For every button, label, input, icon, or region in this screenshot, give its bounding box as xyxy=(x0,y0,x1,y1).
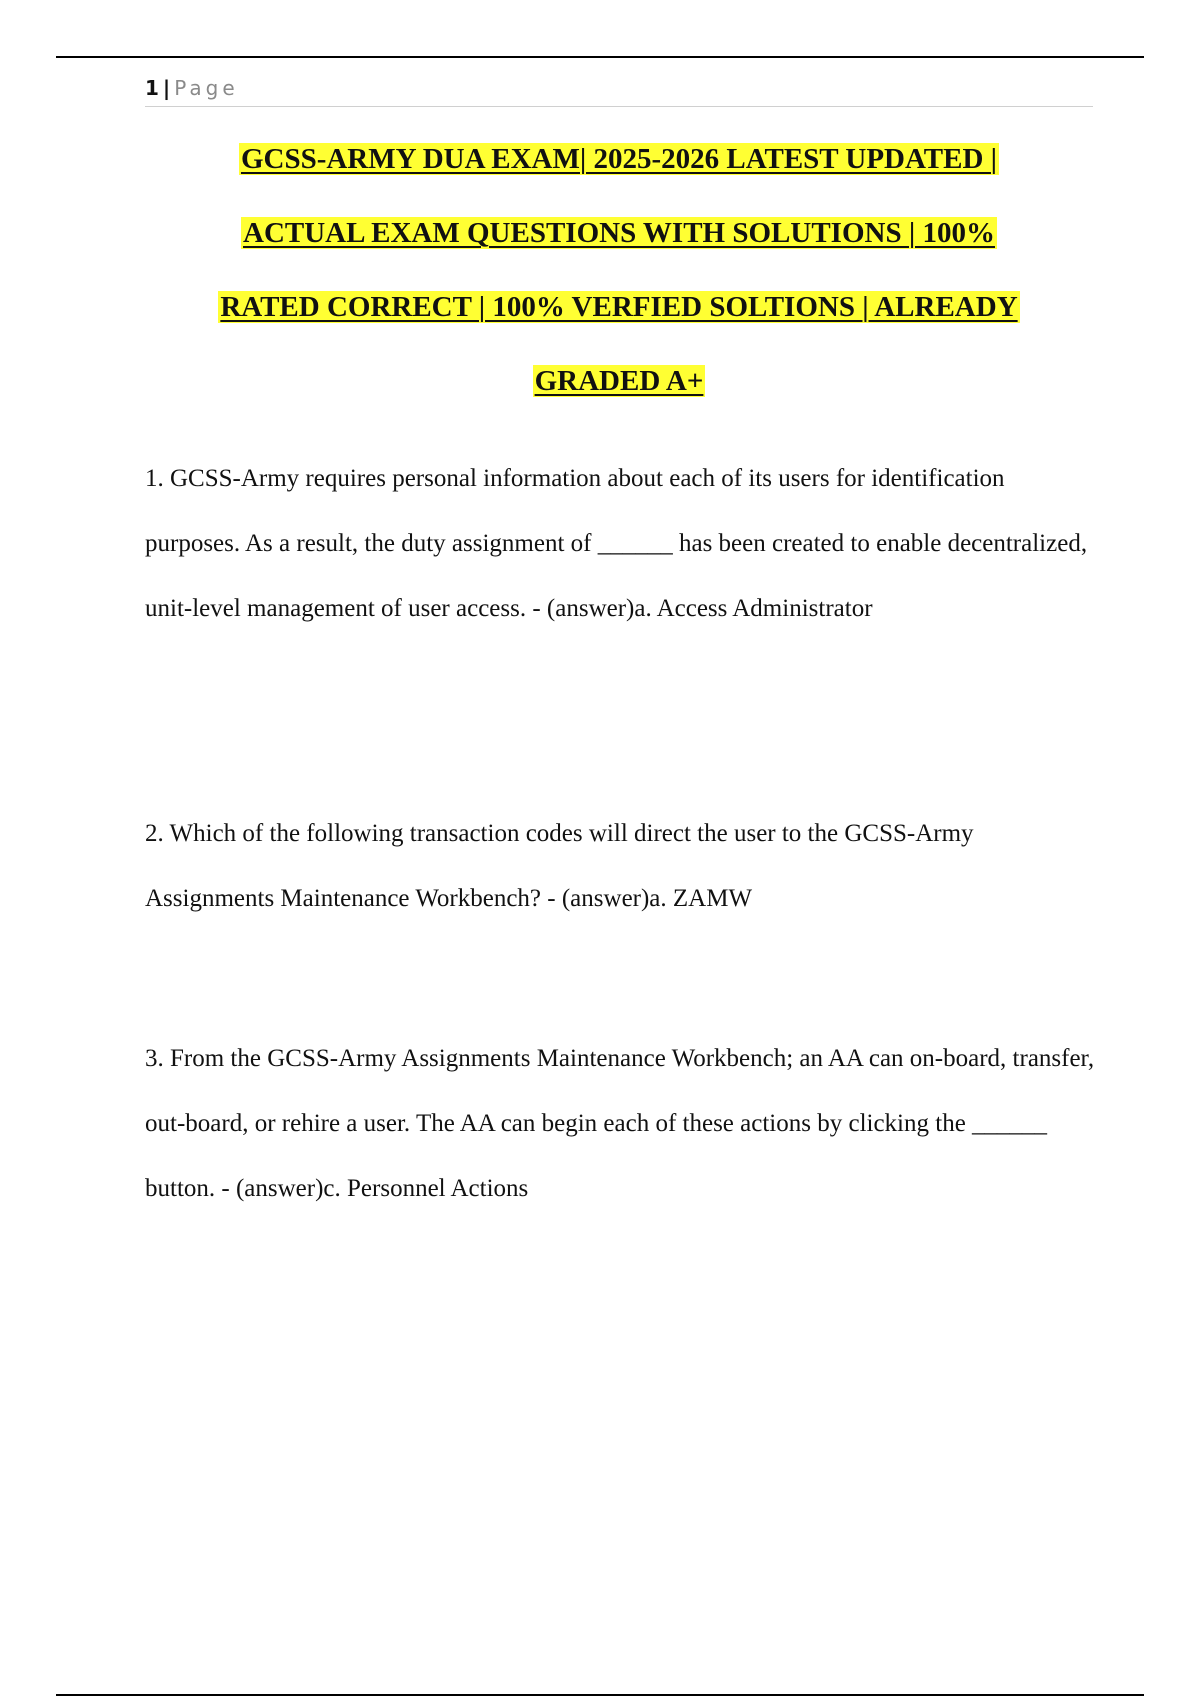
page-header xyxy=(145,74,1093,107)
page-label: Page xyxy=(174,76,239,100)
question-2: 2. Which of the following transaction codes will direct the user to the GCSS-Army Assignments Maintenance Workbench? - (answer)a. ZAMW xyxy=(145,820,974,912)
top-border-rule xyxy=(56,56,1144,58)
page-separator: | xyxy=(162,76,171,100)
question-1: 1. GCSS-Army requires personal information about each of its users for identification purposes. As a result, the duty assignment of ______ has been created to enable decentralized, unit-level management of user access. - (answer)a. Access Administrator xyxy=(145,465,1088,622)
title-line-2: ACTUAL EXAM QUESTIONS WITH SOLUTIONS | 100% xyxy=(243,217,995,249)
title-line-1: GCSS-ARMY DUA EXAM| 2025-2026 LATEST UPDATED | xyxy=(240,143,998,175)
bottom-border-rule xyxy=(56,1694,1144,1696)
page-number: 1 xyxy=(145,76,159,100)
document-title xyxy=(145,140,1093,436)
title-line-4: GRADED A+ xyxy=(534,365,704,397)
question-3: 3. From the GCSS-Army Assignments Maintenance Workbench; an AA can on-board, transfer, out-board, or rehire a user. The AA can begin each of these actions by clicking the ______ button. - (answer)c. Personnel Actions xyxy=(145,1045,1095,1202)
title-line-3: RATED CORRECT | 100% VERFIED SOLTIONS | ALREADY xyxy=(220,291,1018,323)
